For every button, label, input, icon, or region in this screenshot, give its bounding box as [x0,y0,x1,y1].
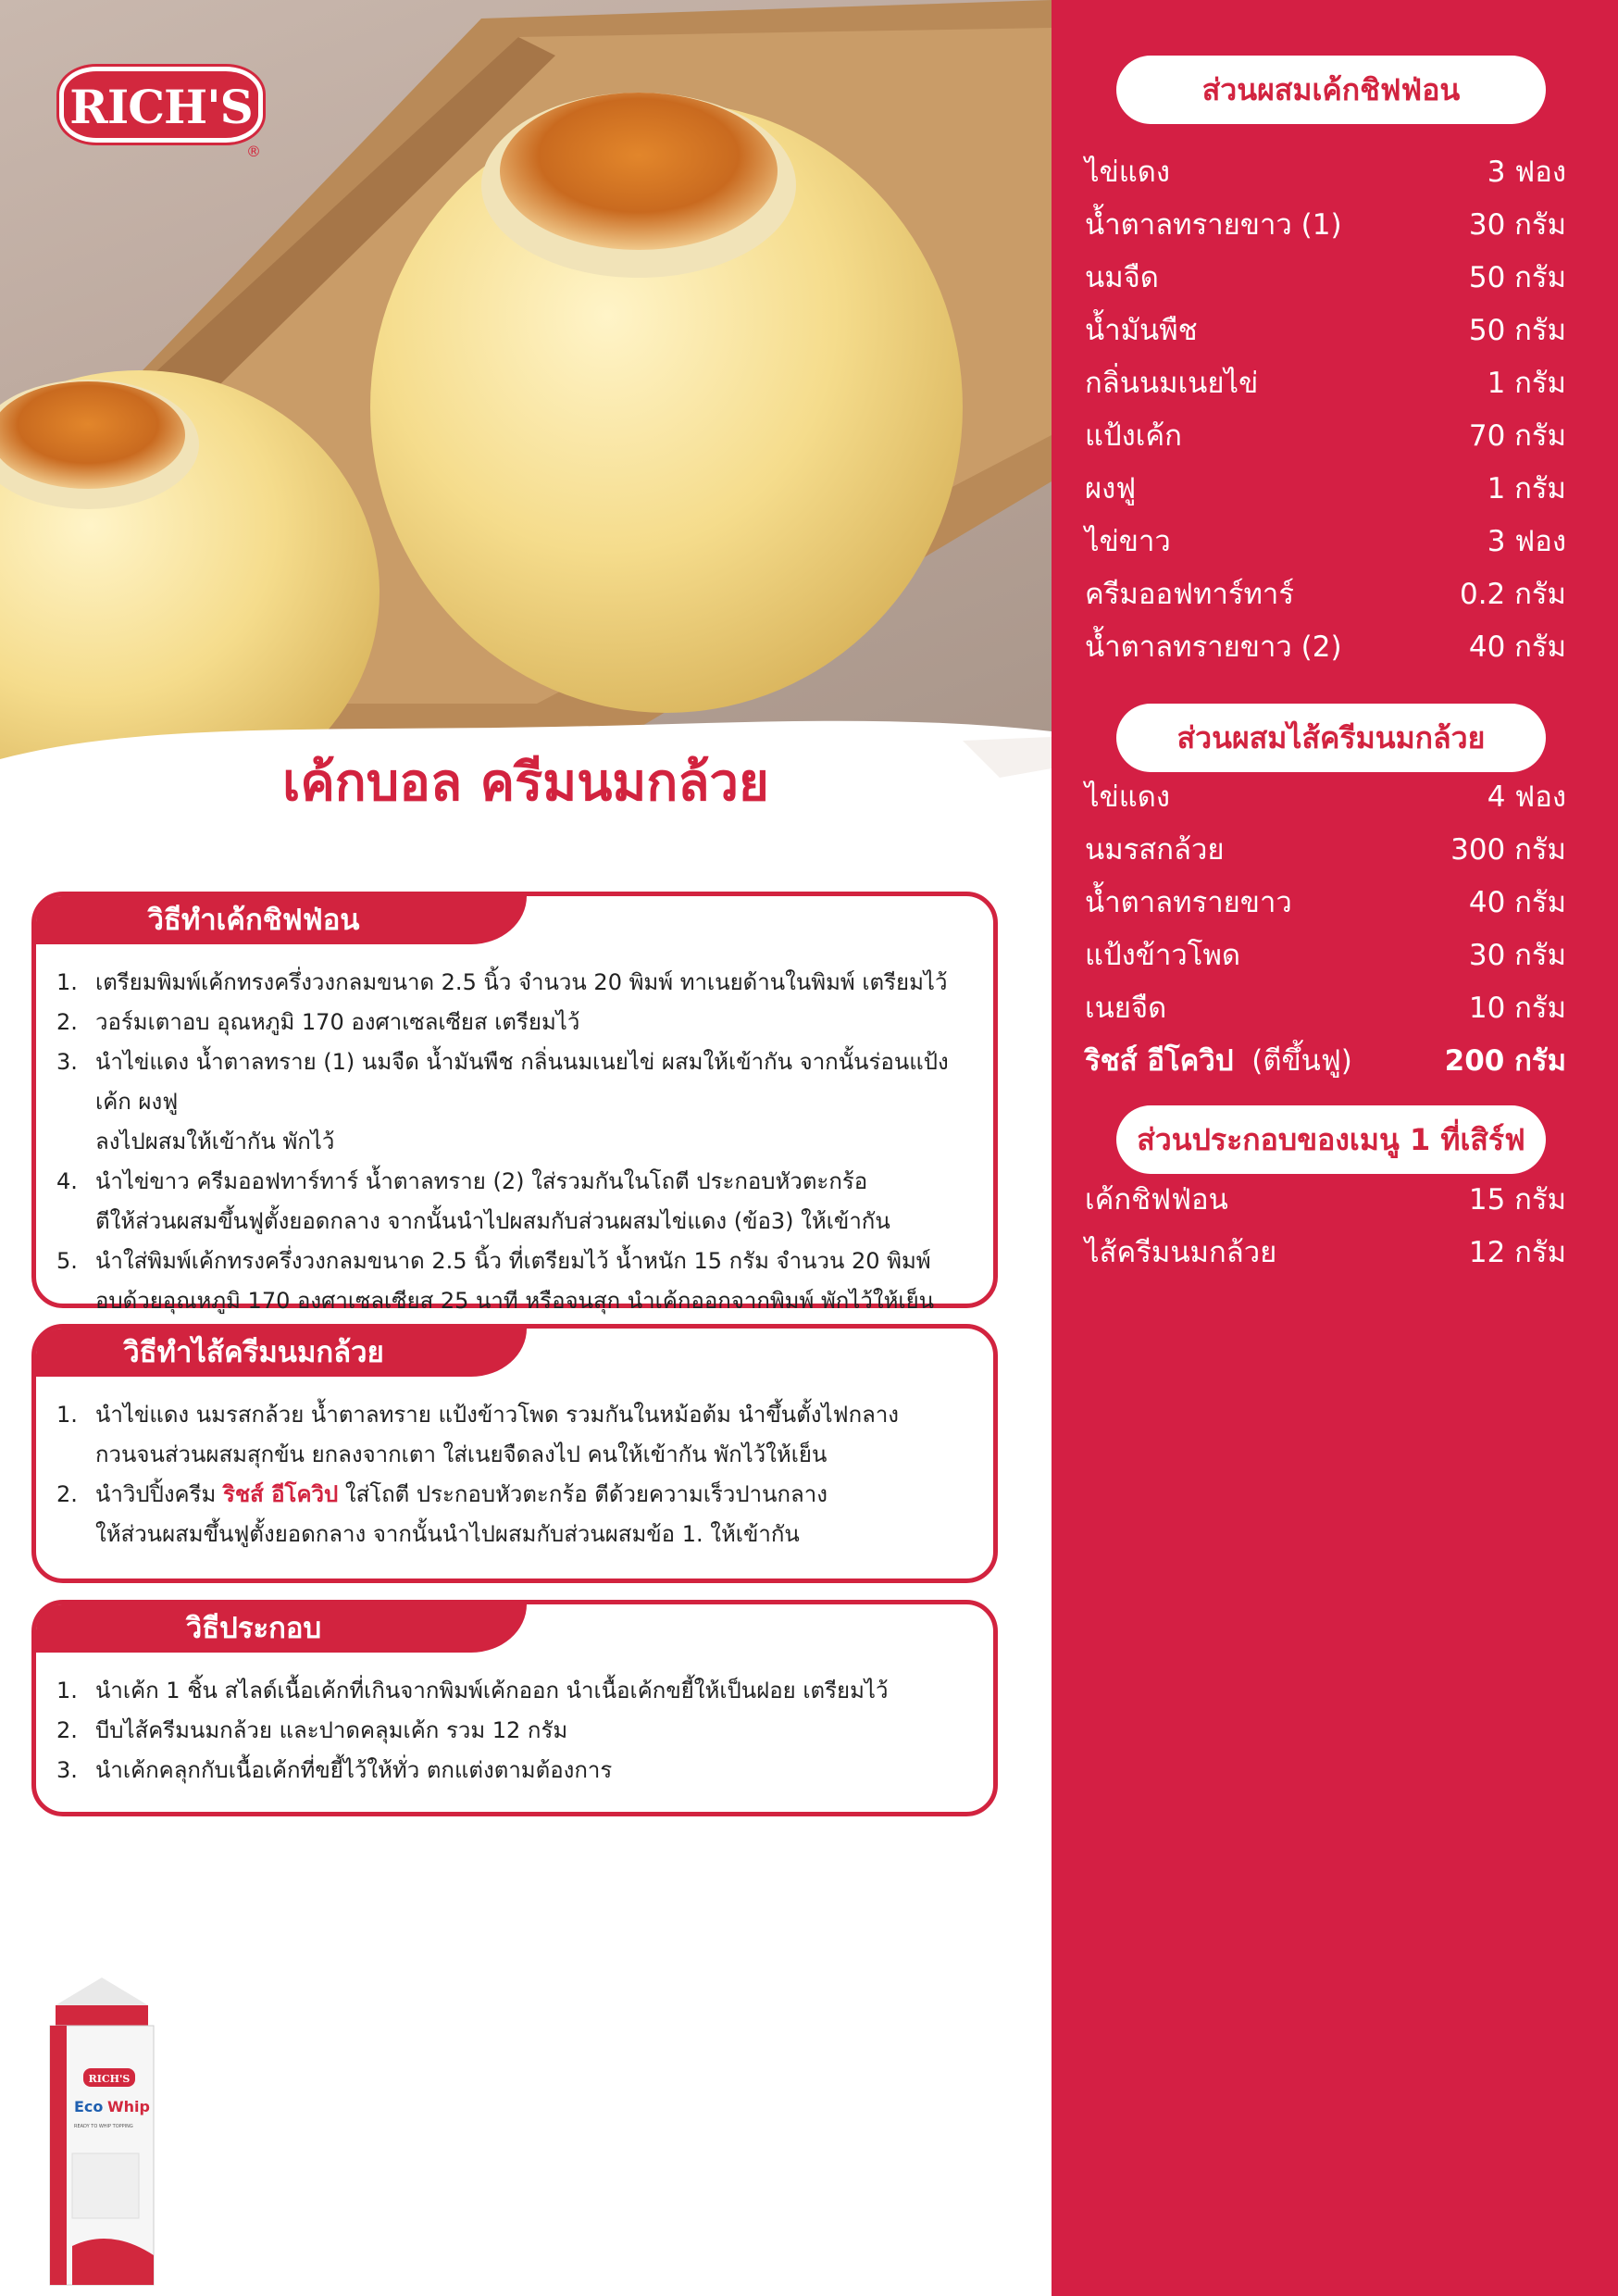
method-box-assembly [31,1600,998,1816]
carton-subtitle: READY TO WHIP TOPPING [74,2124,133,2129]
ingredient-row [1085,252,1566,305]
method-steps [56,1671,975,1791]
ingredient-name: นมรสกล้วย [1085,833,1225,867]
ingredient-row [1085,1174,1566,1227]
ingredient-qty: 30 กรัม [1468,208,1566,242]
step-number: 3. [56,1049,78,1075]
ingredient-row [1085,568,1566,621]
ingredient-row [1085,410,1566,463]
ingredient-row [1085,146,1566,199]
ingredient-qty: 30 กรัม [1468,939,1566,972]
step-number: 2. [56,1009,78,1035]
ingredient-qty: 200 กรัม [1444,1044,1566,1078]
ingredient-qty: 0.2 กรัม [1459,578,1566,611]
step-number: 1. [56,1678,78,1703]
product-highlight: ริชส์ อีโควิป [222,1481,339,1507]
step-text: นำเค้ก 1 ชิ้น สไลด์เนื้อเค้กที่เกินจากพิมพ์เค้กออก นำเนื้อเค้กขยี้ให้เป็นฝอย เตรียมไว้ [95,1678,889,1703]
ingredient-qty: 3 ฟอง [1487,525,1566,558]
step-text: วอร์มเตาอบ อุณหภูมิ 170 องศาเซลเซียส เตรียมไว้ [95,1009,580,1035]
method-step [56,1395,975,1475]
method-step [56,1162,975,1242]
ingredient-qty: 3 ฟอง [1487,156,1566,189]
step-text: นำไข่ขาว ครีมออฟทาร์ทาร์ น้ำตาลทราย (2) ใส่รวมกันในโถตี ประกอบหัวตะกร้อ [95,1168,868,1194]
step-text: ลงไปผสมให้เข้ากัน พักไว้ [95,1129,335,1154]
method-step [56,1042,975,1162]
ecowhip-carton-image [37,1978,167,2287]
ingredients-heading-serving: ส่วนประกอบของเมนู 1 ที่เสิร์ฟ [1116,1105,1546,1174]
step-text: ให้ส่วนผสมขึ้นฟูตั้งยอดกลาง จากนั้นนำไปผสมกับส่วนผสมข้อ 1. ให้เข้ากัน [95,1521,800,1547]
ingredient-row [1085,771,1566,824]
ingredient-row [1085,305,1566,357]
step-number: 5. [56,1248,78,1274]
ingredient-note: (ตีขึ้นฟู) [1251,1044,1352,1078]
ingredient-row [1085,982,1566,1035]
ingredient-name: น้ำตาลทรายขาว (2) [1085,630,1342,664]
ingredient-name: น้ำตาลทรายขาว [1085,886,1292,919]
step-text: ตีให้ส่วนผสมขึ้นฟูตั้งยอดกลาง จากนั้นนำไปผสมกับส่วนผสมไข่แดง (ข้อ3) ให้เข้ากัน [95,1208,890,1234]
ingredient-name: เนยจืด [1085,992,1167,1025]
method-box-filling [31,1324,998,1583]
richs-logo [59,67,263,159]
method-heading: วิธีทำไส้ครีมนมกล้วย [123,1336,384,1369]
ingredient-name: ผงฟู [1085,472,1137,505]
step-number: 1. [56,969,78,995]
method-box-chiffon [31,892,998,1314]
ingredient-qty: 70 กรัม [1468,419,1566,453]
ingredient-name: ไข่แดง [1085,156,1171,189]
step-number: 2. [56,1717,78,1743]
ingredient-row [1085,199,1566,252]
method-heading: วิธีประกอบ [185,1612,322,1645]
step-text: นำเค้กคลุกกับเนื้อเค้กที่ขยี้ไว้ให้ทั่ว ตกแต่งตามต้องการ [95,1757,613,1783]
carton-name-b: Whip [107,2098,150,2115]
ingredient-qty: 40 กรัม [1468,630,1566,664]
ingredient-name: เค้กชิฟฟ่อน [1085,1183,1228,1217]
method-step [56,1671,975,1711]
method-step [56,1003,975,1042]
step-number: 4. [56,1168,78,1194]
ingredients-heading-filling: ส่วนผสมไส้ครีมนมกล้วย [1116,704,1546,772]
method-step [56,1711,975,1751]
ingredients-panel [1052,0,1618,2296]
ingredient-qty: 4 ฟอง [1487,780,1566,814]
method-step [56,1242,975,1321]
method-header [36,896,527,944]
recipe-title: เค้กบอล ครีมนมกล้วย [282,753,769,813]
ingredient-qty: 12 กรัม [1468,1236,1566,1269]
step-number: 1. [56,1402,78,1428]
method-steps [56,1395,975,1554]
ingredient-qty: 50 กรัม [1468,314,1566,347]
step-text: นำไข่แดง นมรสกล้วย น้ำตาลทราย แป้งข้าวโพด รวมกันในหม้อต้ม นำขึ้นตั้งไฟกลาง [95,1402,900,1428]
method-step [56,963,975,1003]
ingredient-qty: 1 กรัม [1487,472,1566,505]
ingredient-qty: 10 กรัม [1468,992,1566,1025]
ingredients-heading-chiffon: ส่วนผสมเค้กชิฟฟ่อน [1116,56,1546,124]
ingredient-row [1085,1227,1566,1279]
ingredient-row [1085,824,1566,877]
ingredient-name: กลิ่นนมเนยไข่ [1085,367,1259,400]
step-text: กวนจนส่วนผสมสุกข้น ยกลงจากเตา ใส่เนยจืดลงไป คนให้เข้ากัน พักไว้ให้เย็น [95,1441,828,1467]
ingredient-name: แป้งข้าวโพด [1085,939,1241,972]
ingredient-name: ไส้ครีมนมกล้วย [1085,1236,1277,1269]
step-text: อบด้วยอุณหภูมิ 170 องศาเซลเซียส 25 นาที หรือจนสุก นำเค้กออกจากพิมพ์ พักไว้ให้เย็น [95,1288,935,1314]
step-text: นำใส่พิมพ์เค้กทรงครึ่งวงกลมขนาด 2.5 นิ้ว ที่เตรียมไว้ น้ำหนัก 15 กรัม จำนวน 20 พิมพ์ [95,1248,931,1274]
ingredient-qty: 300 กรัม [1450,833,1566,867]
method-header [36,1604,527,1653]
method-heading: วิธีทำเค้กชิฟฟ่อน [147,904,360,937]
ingredient-qty: 15 กรัม [1468,1183,1566,1217]
ingredient-qty: 50 กรัม [1468,261,1566,294]
ingredient-row [1085,877,1566,930]
ingredient-row [1085,463,1566,516]
ingredient-name: น้ำมันพืช [1085,314,1198,347]
method-steps [56,963,975,1321]
ingredient-qty: 40 กรัม [1468,886,1566,919]
step-text: ใส่โถตี ประกอบหัวตะกร้อ ตีด้วยความเร็วปานกลาง [338,1481,828,1507]
step-text: นำไข่แดง น้ำตาลทราย (1) นมจืด น้ำมันพืช กลิ่นนมเนยไข่ ผสมให้เข้ากัน จากนั้นร่อนแป้งเค้ก ผงฟู [95,1049,949,1115]
ingredient-row [1085,357,1566,410]
method-header [36,1329,527,1377]
logo-registered-mark: ® [246,143,261,160]
ingredient-name: ครีมออฟทาร์ทาร์ [1085,578,1294,611]
carton-name-a: Eco [74,2098,104,2115]
ingredient-name: ไข่ขาว [1085,525,1171,558]
carton-brand: RICH'S [88,2073,131,2085]
ingredient-qty: 1 กรัม [1487,367,1566,400]
step-text: บีบไส้ครีมนมกล้วย และปาดคลุมเค้ก รวม 12 กรัม [95,1717,568,1743]
step-text: เตรียมพิมพ์เค้กทรงครึ่งวงกลมขนาด 2.5 นิ้ว จำนวน 20 พิมพ์ ทาเนยด้านในพิมพ์ เตรียมไว้ [95,969,948,995]
logo-wordmark: RICH'S [69,80,253,134]
ingredient-row [1085,621,1566,674]
ingredient-row-brand [1085,1035,1566,1088]
ingredient-name: แป้งเค้ก [1085,419,1182,453]
ingredient-name: น้ำตาลทรายขาว (1) [1085,208,1342,242]
ingredient-row [1085,516,1566,568]
ingredient-row [1085,930,1566,982]
method-step [56,1751,975,1791]
step-text: นำวิปปิ้งครีม [95,1481,223,1507]
step-number: 3. [56,1757,78,1783]
ingredient-name: ไข่แดง [1085,780,1171,814]
method-step [56,1475,975,1554]
ingredient-name: นมจืด [1085,261,1159,294]
ingredient-brand-name: ริชส์ อีโควิป [1085,1044,1234,1078]
step-number: 2. [56,1481,78,1507]
